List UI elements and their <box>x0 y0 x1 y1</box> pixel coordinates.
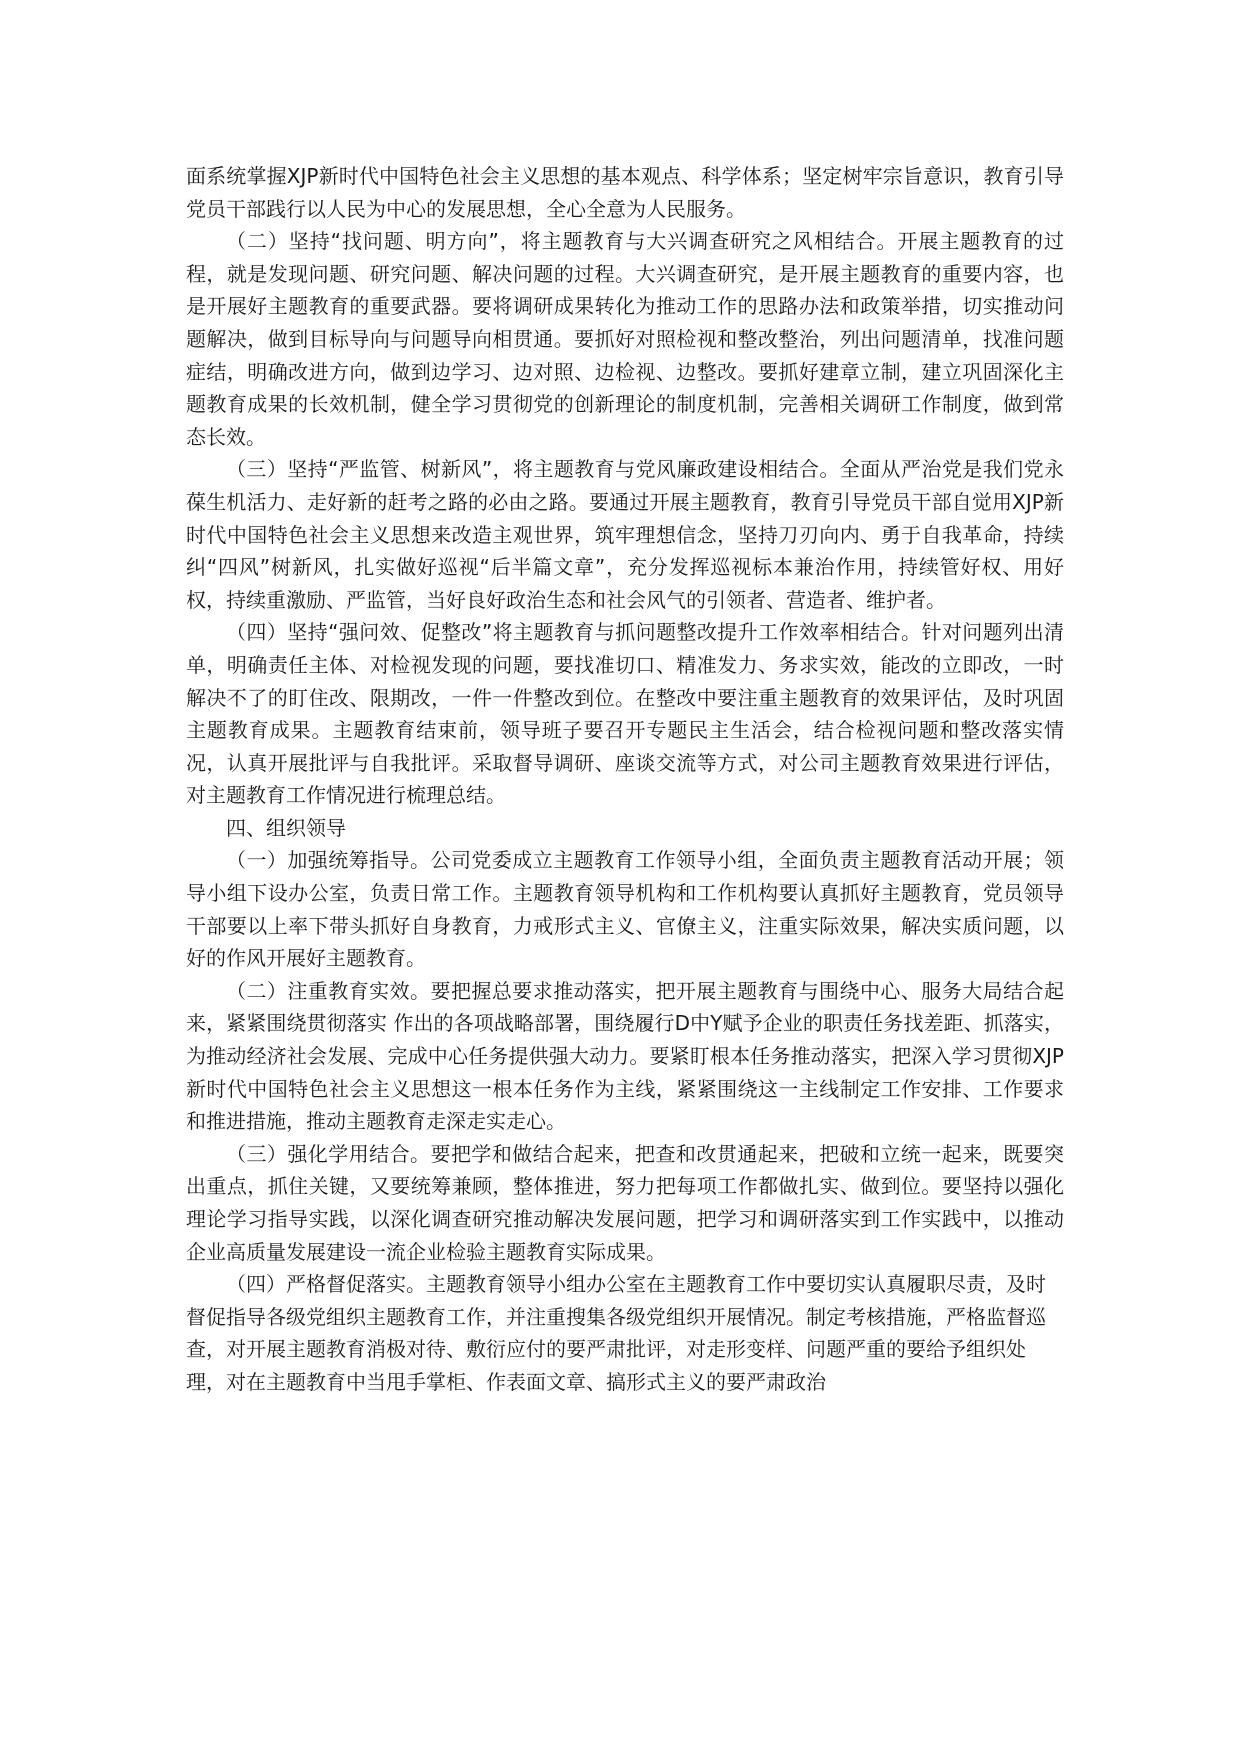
document-page <box>186 160 1064 1399</box>
paragraph-section-3-item-3: （三）坚持“严监管、树新风”，将主题教育与党风廉政建设相结合。全面从严治党是我们党永葆生机活力、走好新的赶考之路的必由之路。要通过开展主题教育，教育引导党员干部自觉用XJP新时代中国特色社会主义思想来改造主观世界，筑牢理想信念，坚持刀刃向内、勇于自我革命，持续纠“四风”树新风，扎实做好巡视“后半篇文章”，充分发挥巡视标本兼治作用，持续管好权、用好权，持续重激励、严监管，当好良好政治生态和社会风气的引领者、营造者、维护者。 <box>186 457 1064 612</box>
paragraph-section-4-item-1: （一）加强统筹指导。公司党委成立主题教育工作领导小组，全面负责主题教育活动开展；领导小组下设办公室，负责日常工作。主题教育领导机构和工作机构要认真抓好主题教育，党员领导干部要以上率下带头抓好自身教育，力戒形式主义、官僚主义，注重实际效果，解决实质问题，以好的作风开展好主题教育。 <box>186 848 1064 971</box>
paragraph-section-3-item-2: （二）坚持“找问题、明方向”，将主题教育与大兴调查研究之风相结合。开展主题教育的过程，就是发现问题、研究问题、解决问题的过程。大兴调查研究，是开展主题教育的重要内容，也是开展好主题教育的重要武器。要将调研成果转化为推动工作的思路办法和政策举措，切实推动问题解决，做到目标导向与问题导向相贯通。要抓好对照检视和整改整治，列出问题清单，找准问题症结，明确改进方向，做到边学习、边对照、边检视、边整改。要抓好建章立制，建立巩固深化主题教育成果的长效机制，健全学习贯彻党的创新理论的制度机制，完善相关调研工作制度，做到常态长效。 <box>186 229 1064 449</box>
paragraph-section-3-item-4: （四）坚持“强问效、促整改”将主题教育与抓问题整改提升工作效率相结合。针对问题列出清单，明确责任主体、对检视发现的问题，要找准切口、精准发力、务求实效，能改的立即改，一时解决不了的盯住改、限期改，一件一件整改到位。在整改中要注重主题教育的效果评估，及时巩固主题教育成果。主题教育结束前，领导班子要召开专题民主生活会，结合检视问题和整改落实情况，认真开展批评与自我批评。采取督导调研、座谈交流等方式，对公司主题教育效果进行评估，对主题教育工作情况进行梳理总结。 <box>186 620 1064 808</box>
paragraph-section-4-item-3: （三）强化学用结合。要把学和做结合起来，把查和改贯通起来，把破和立统一起来，既要突出重点，抓住关键，又要统筹兼顾，整体推进，努力把每项工作都做扎实、做到位。要坚持以强化理论学习指导实践，以深化调查研究推动解决发展问题，把学习和调研落实到工作实践中，以推动企业高质量发展建设一流企业检验主题教育实际成果。 <box>186 1141 1064 1264</box>
section-heading-organization: 四、组织领导 <box>226 815 346 840</box>
paragraph-section-4-item-4: （四）严格督促落实。主题教育领导小组办公室在主题教育工作中要切实认真履职尽责，及时督促指导各级党组织主题教育工作，并注重搜集各级党组织开展情况。制定考核措施，严格监督巡查，对开展主题教育消极对待、敷衍应付的要严肃批评，对走形变样、问题严重的要给予组织处理，对在主题教育中当甩手掌柜、作表面文章、搞形式主义的要严肃政治 <box>186 1272 1046 1394</box>
paragraph-continuation: 面系统掌握XJP新时代中国特色社会主义思想的基本观点、科学体系；坚定树牢宗旨意识，教育引导党员干部践行以人民为中心的发展思想，全心全意为人民服务。 <box>186 164 1064 221</box>
paragraph-section-4-item-2: （二）注重教育实效。要把握总要求推动落实，把开展主题教育与围绕中心、服务大局结合起来，紧紧围绕贯彻落实 作出的各项战略部署，围绕履行D中Y赋予企业的职责任务找差距、抓落实，为推动经济社会发展、完成中心任务提供强大动力。要紧盯根本任务推动落实，把深入学习贯彻XJP新时代中国特色社会主义思想这一根本任务作为主线，紧紧围绕这一主线制定工作安排、工作要求和推进措施，推动主题教育走深走实走心。 <box>186 978 1064 1134</box>
